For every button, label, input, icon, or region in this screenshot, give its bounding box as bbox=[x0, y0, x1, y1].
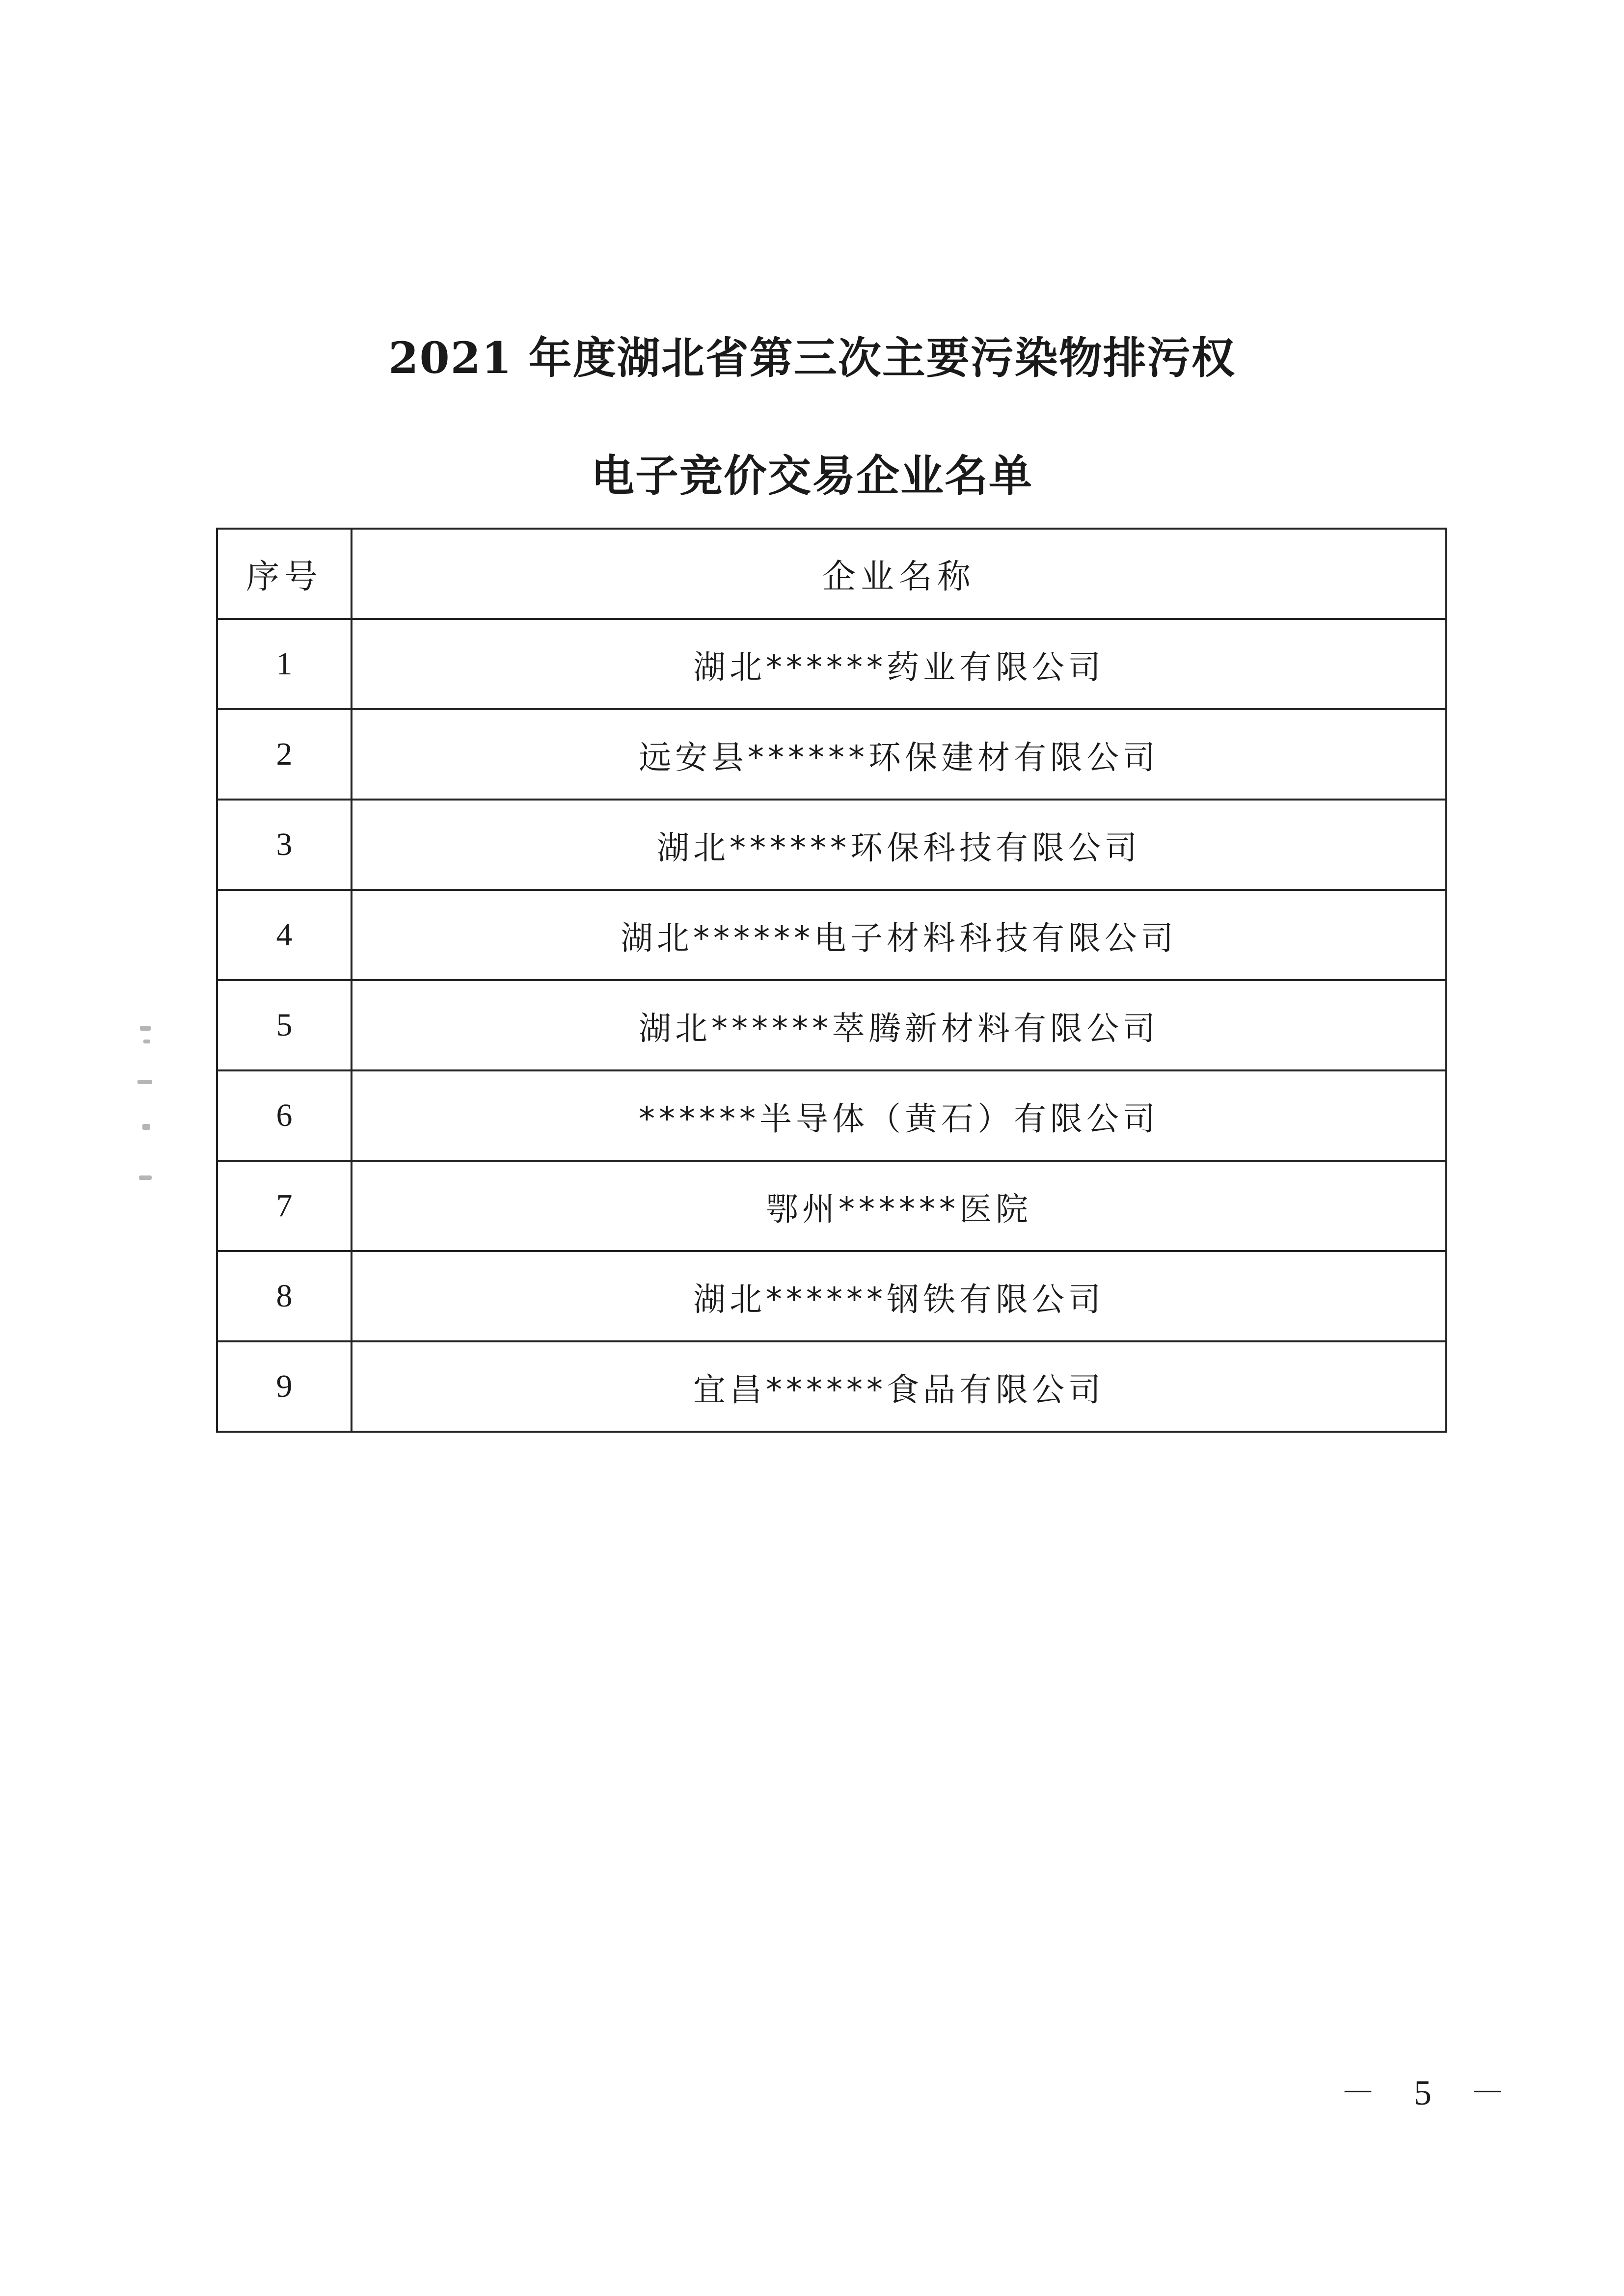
page-number: － 5 － bbox=[1340, 2073, 1520, 2112]
row-number: 6 bbox=[217, 1070, 352, 1161]
enterprise-name: 远安县******环保建材有限公司 bbox=[352, 709, 1446, 800]
header-enterprise-name: 企业名称 bbox=[352, 529, 1446, 619]
document-title-line-2: 电子竞价交易企业名单 bbox=[591, 450, 1033, 501]
row-number: 2 bbox=[217, 709, 352, 800]
scan-speck bbox=[137, 1080, 152, 1084]
document-title-line-1: 2021 年度湖北省第三次主要污染物排污权 bbox=[388, 332, 1236, 383]
enterprise-name: ******半导体（黄石）有限公司 bbox=[352, 1070, 1446, 1161]
enterprise-table bbox=[216, 528, 1447, 1433]
table-row bbox=[217, 1251, 1446, 1341]
row-number: 4 bbox=[217, 890, 352, 980]
table-row bbox=[217, 619, 1446, 709]
row-number: 5 bbox=[217, 980, 352, 1070]
row-number: 7 bbox=[217, 1161, 352, 1251]
enterprise-name: 鄂州******医院 bbox=[352, 1161, 1446, 1251]
row-number: 1 bbox=[217, 619, 352, 709]
scan-speck bbox=[143, 1040, 150, 1043]
table-header-row bbox=[217, 529, 1446, 619]
enterprise-name: 湖北******钢铁有限公司 bbox=[352, 1251, 1446, 1341]
table-row bbox=[217, 980, 1446, 1070]
header-serial-number: 序号 bbox=[217, 529, 352, 619]
table-row bbox=[217, 1070, 1446, 1161]
row-number: 9 bbox=[217, 1341, 352, 1432]
scan-speck bbox=[142, 1124, 150, 1130]
table-row bbox=[217, 709, 1446, 800]
row-number: 3 bbox=[217, 800, 352, 890]
enterprise-name: 湖北******药业有限公司 bbox=[352, 619, 1446, 709]
row-number: 8 bbox=[217, 1251, 352, 1341]
enterprise-name: 宜昌******食品有限公司 bbox=[352, 1341, 1446, 1432]
scan-speck bbox=[139, 1175, 152, 1180]
scan-speck bbox=[140, 1026, 151, 1031]
enterprise-name: 湖北******萃腾新材料有限公司 bbox=[352, 980, 1446, 1070]
table-row bbox=[217, 890, 1446, 980]
enterprise-name: 湖北******电子材料科技有限公司 bbox=[352, 890, 1446, 980]
table-row bbox=[217, 1341, 1446, 1432]
table-row bbox=[217, 1161, 1446, 1251]
table-row bbox=[217, 800, 1446, 890]
enterprise-name: 湖北******环保科技有限公司 bbox=[352, 800, 1446, 890]
